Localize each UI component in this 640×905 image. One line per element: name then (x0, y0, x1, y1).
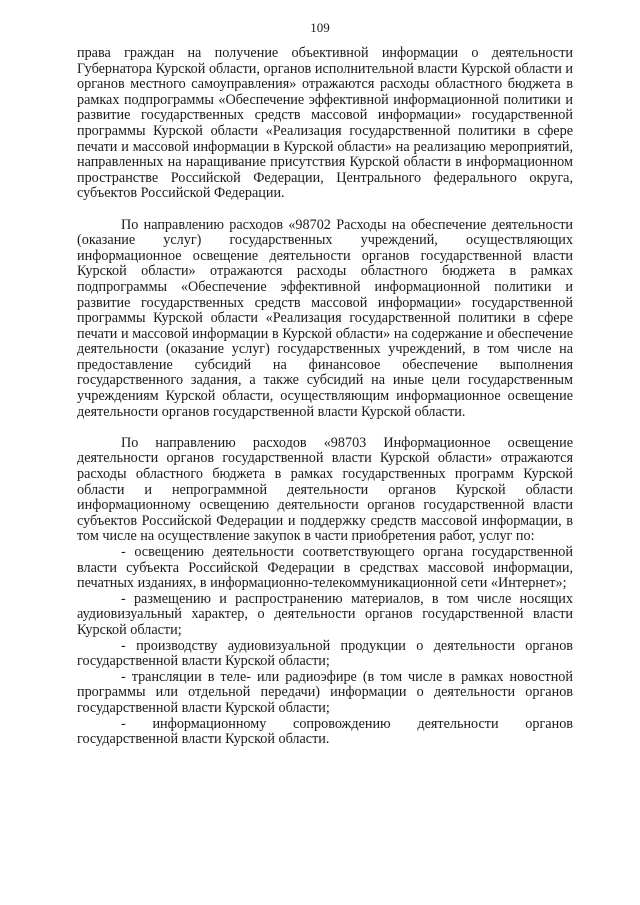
list-item: - трансляции в теле- или радиоэфире (в том числе в рамках новостной программы или отдельной передачи) информации о деятельности органов государственной власти Курской области; (77, 668, 573, 716)
paragraph: права граждан на получение объективной информации о деятельности Губернатора Курской области, органов исполнительной власти Курской области и органов местного самоуправления» отражаются расходы областного бюджета в рамках подпрограммы «Обеспечение эффективной информационной политики и развитие государственных средств массовой информации» государственной программы Курской области «Реализация государственной политики в сфере печати и массовой информации в Курской области» на реализацию мероприятий, направленных на наращивание присутствия Курской области в информационном пространстве Российской Федерации, Центрального федерального округа, субъектов Российской Федерации. (77, 45, 573, 202)
paragraph: По направлению расходов «98702 Расходы на обеспечение деятельности (оказание услуг) государственных учреждений, осуществляющих информационное освещение деятельности органов государственной власти Курской области» отражаются расходы областного бюджета в рамках подпрограммы «Обеспечение эффективной информационной политики и развитие государственных средств массовой информации» государственной программы Курской области «Реализация государственной политики в сфере печати и массовой информации в Курской области» на содержание и обеспечение деятельности (оказание услуг) государственных учреждений, в том числе на предоставление субсидий на финансовое обеспечение выполнения государственного задания, а также субсидий на иные цели государственным учреждениям Курской области, осуществляющим информационное освещение деятельности органов государственной власти Курской области. (77, 216, 573, 420)
list-item: - информационному сопровождению деятельности органов государственной власти Курской области. (77, 715, 573, 748)
list-item: - размещению и распространению материалов, в том числе носящих аудиовизуальный характер, о деятельности органов государственной власти Курской области; (77, 590, 573, 638)
list-item: - освещению деятельности соответствующего органа государственной власти субъекта Российской Федерации в средствах массовой информации, печатных изданиях, в информационно-телекоммуникационной сети «Интернет»; (77, 544, 573, 592)
list-item: - производству аудиовизуальной продукции о деятельности органов государственной власти Курской области; (77, 637, 573, 670)
page-number: 109 (310, 20, 330, 35)
paragraph: По направлению расходов «98703 Информационное освещение деятельности органов государственной власти Курской области» отражаются расходы областного бюджета в рамках государственных программ Курской области и непрограммной деятельности органов Курской области информационному освещению деятельности органов государственной власти субъектов Российской Федерации и поддержку средств массовой информации, в том числе на осуществление закупок в части приобретения работ, услуг по: (77, 434, 573, 545)
body-text (77, 46, 573, 748)
